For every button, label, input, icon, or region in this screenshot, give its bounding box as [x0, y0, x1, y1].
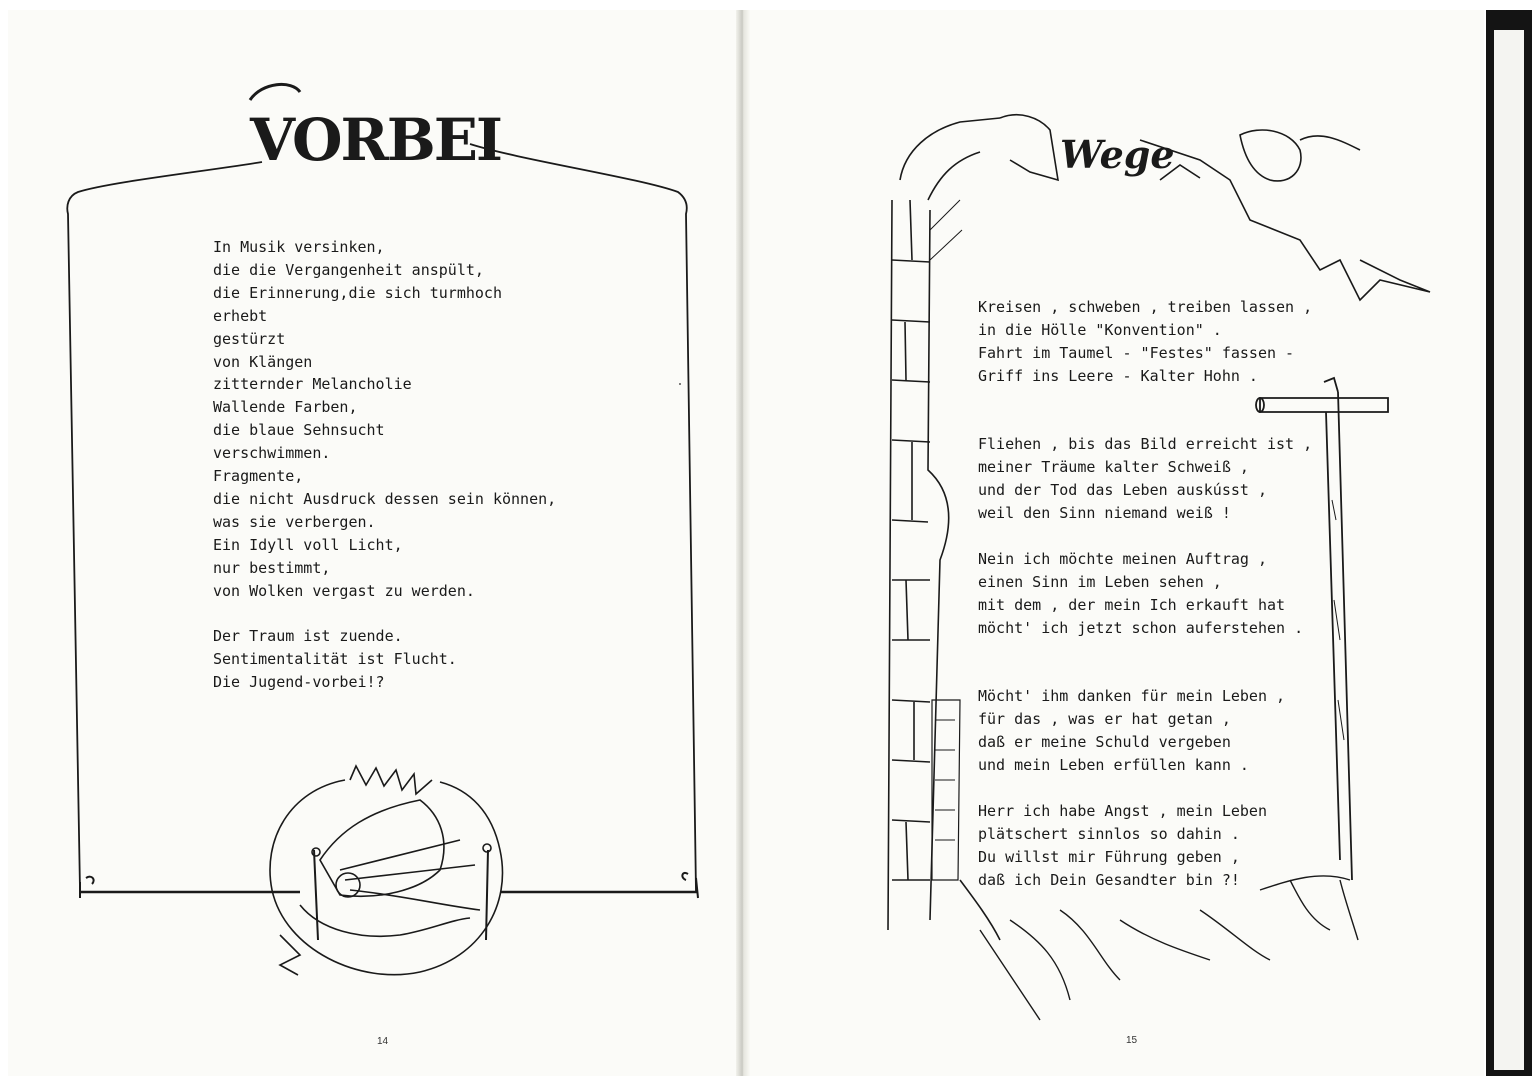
poem-line: Ein Idyll voll Licht, — [213, 535, 403, 554]
poem-line: weil den Sinn niemand weiß ! — [978, 504, 1231, 523]
poem-line: Nein ich möchte meinen Auftrag , — [978, 549, 1267, 568]
poem-line: die die Vergangenheit anspült, — [213, 260, 484, 279]
poem-line: In Musik versinken, — [213, 238, 385, 256]
poem-line — [978, 640, 1312, 663]
poem-line: Möcht' ihm danken für mein Leben , — [978, 687, 1286, 706]
poem-line: zitternder Melancholie — [213, 375, 412, 394]
poem-line: für das , was er hat getan , — [978, 710, 1231, 729]
poem-line: Fahrt im Taumel - "Festes" fassen - — [978, 343, 1295, 362]
poem-line: Herr ich habe Angst , mein Leben — [978, 801, 1267, 820]
right-page-title: Wege — [1060, 132, 1175, 177]
poem-line: gestürzt — [213, 329, 286, 348]
poem-line: Du willst mir Führung geben , — [978, 847, 1240, 866]
page-number-left: 14 — [377, 1036, 389, 1047]
poem-line: plätschert sinnlos so dahin . — [978, 824, 1240, 843]
poem-line: Der Traum ist zuende. — [213, 627, 403, 646]
left-page-title: VORBEI — [250, 106, 502, 174]
poem-line: möcht' ich jetzt schon auferstehen . — [978, 618, 1304, 637]
page-number-right: 15 — [1126, 1035, 1138, 1046]
poem-line: die nicht Ausdruck dessen sein können, — [213, 489, 557, 508]
poem-line: nur bestimmt, — [213, 558, 331, 577]
poem-line: mit dem , der mein Ich erkauft hat — [978, 595, 1286, 614]
poem-line: in die Hölle "Konvention" . — [978, 320, 1222, 339]
poem-line: Die Jugend-vorbei!? — [213, 673, 385, 692]
poem-line: daß ich Dein Gesandter bin ?! — [978, 870, 1240, 889]
poem-line: Fliehen , bis das Bild erreicht ist , — [978, 435, 1313, 454]
poem-line — [978, 525, 1312, 548]
poem-line: von Klängen — [213, 352, 313, 371]
poem-line: daß er meine Schuld vergeben — [978, 733, 1231, 752]
right-poem — [978, 296, 1312, 892]
poem-line: die Erinnerung,die sich turmhoch — [213, 283, 502, 302]
left-title-ornament — [250, 84, 300, 100]
poem-line — [978, 388, 1312, 411]
poem-line: verschwimmen. — [213, 444, 331, 463]
poem-line — [978, 411, 1312, 434]
poem-line: Sentimentalität ist Flucht. — [213, 650, 457, 669]
angel-medallion-illustration — [270, 766, 502, 975]
tree-roots-illustration — [980, 876, 1358, 1020]
poem-line: und der Tod das Leben auskússt , — [978, 481, 1267, 500]
poem-line: Griff ins Leere - Kalter Hohn . — [978, 366, 1258, 385]
poem-line: meiner Träume kalter Schweiß , — [978, 458, 1249, 477]
poem-line: Kreisen , schweben , treiben lassen , — [978, 298, 1313, 316]
left-poem — [213, 236, 556, 694]
poem-line — [213, 603, 556, 626]
poem-line: was sie verbergen. — [213, 512, 376, 531]
poem-line: Wallende Farben, — [213, 398, 358, 417]
poem-line — [978, 663, 1312, 686]
poem-line — [978, 777, 1312, 800]
poem-line: erhebt — [213, 306, 268, 325]
poem-line: von Wolken vergast zu werden. — [213, 581, 475, 600]
poem-line: einen Sinn im Leben sehen , — [978, 572, 1222, 591]
speck — [679, 383, 681, 385]
poem-line: die blaue Sehnsucht — [213, 421, 385, 440]
poem-line: Fragmente, — [213, 467, 304, 486]
poem-line: und mein Leben erfüllen kann . — [978, 756, 1249, 775]
